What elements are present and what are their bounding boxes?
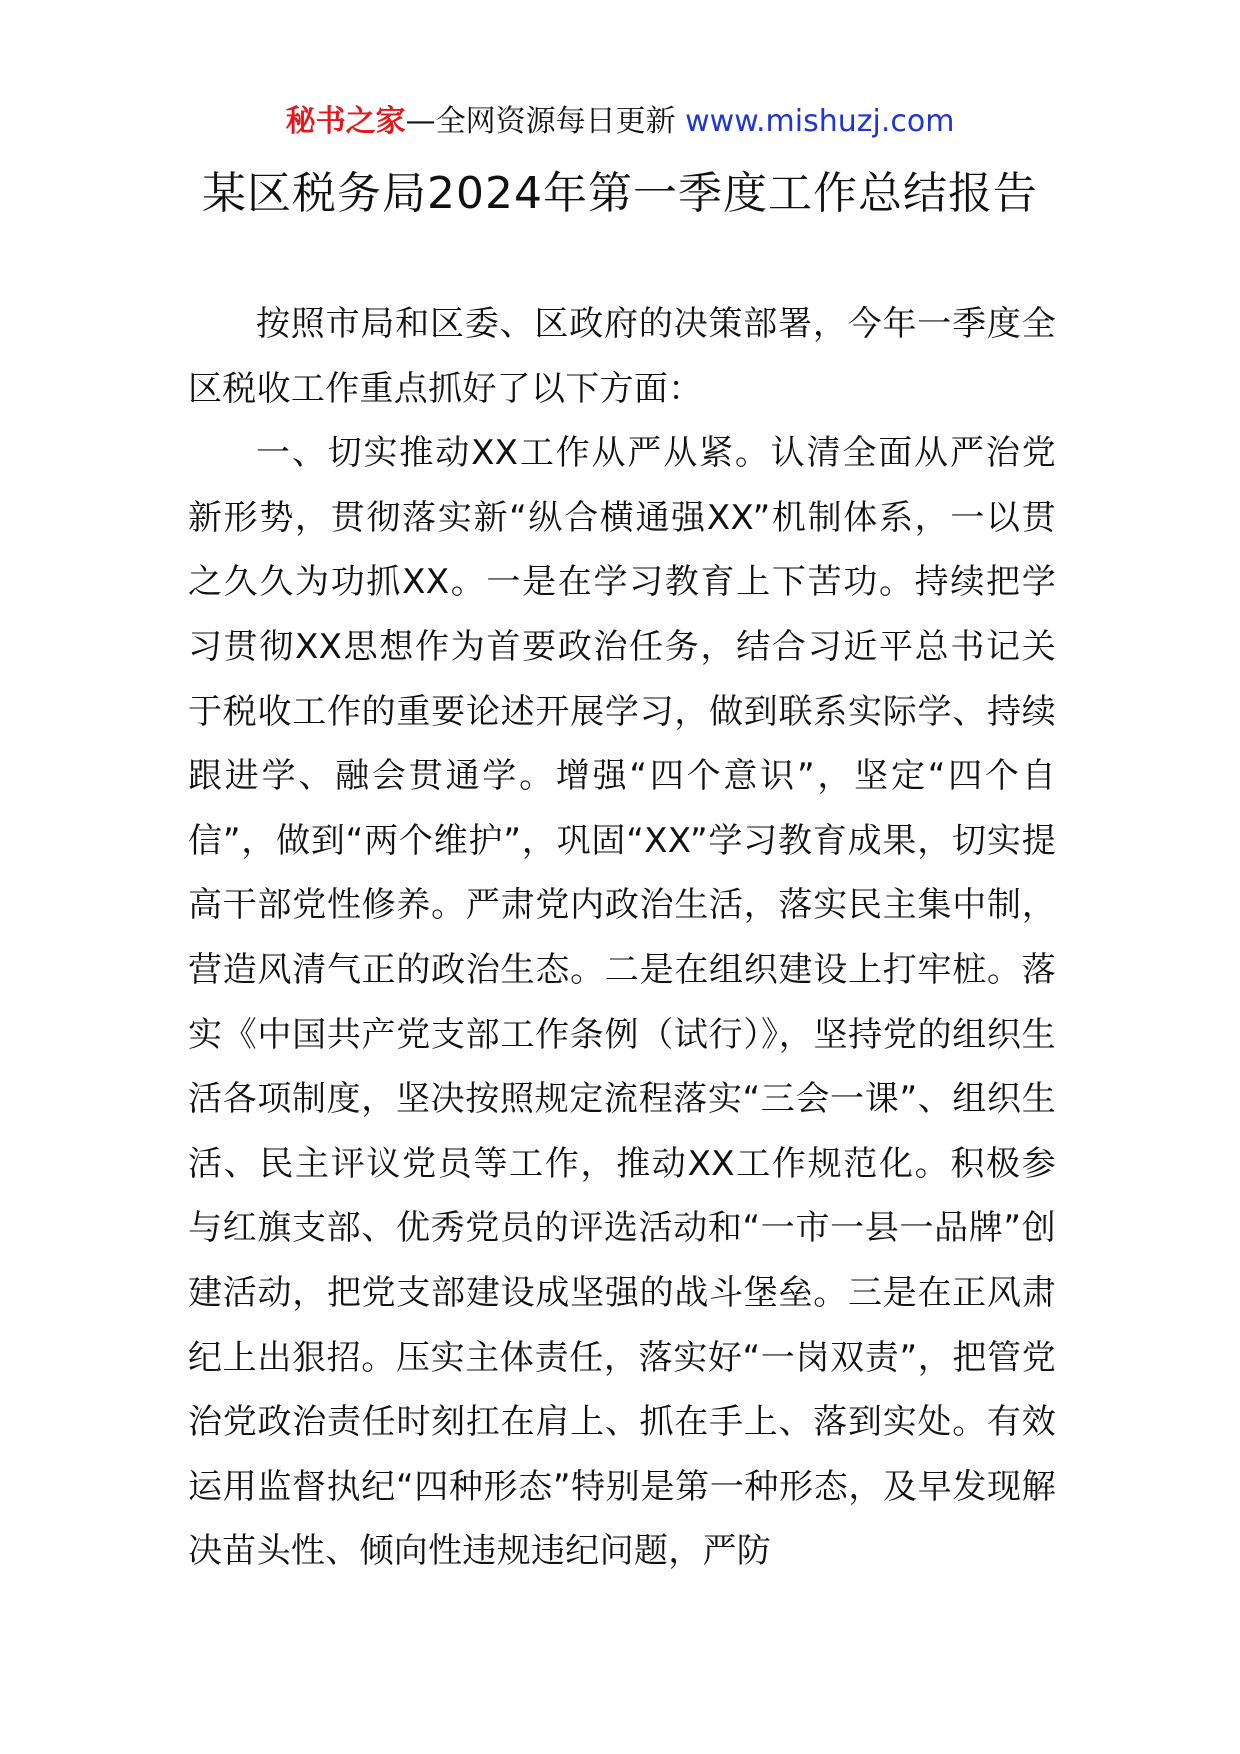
banner-tagline: —全网资源每日更新: [405, 104, 686, 139]
document-body: [188, 292, 1056, 1584]
site-url: www.mishuzj.com: [685, 104, 955, 139]
section-one-paragraph: 一、切实推动XX工作从严从紧。认清全面从严治党新形势，贯彻落实新“纵合横通强XX”机制体系，一以贯之久久为功抓XX。一是在学习教育上下苦功。持续把学习贯彻XX思想作为首要政治任务，结合习近平总书记关于税收工作的重要论述开展学习，做到联系实际学、持续跟进学、融会贯通学。增强“四个意识”，坚定“四个自信”，做到“两个维护”，巩固“XX”学习教育成果，切实提高干部党性修养。严肃党内政治生活，落实民主集中制，营造风清气正的政治生态。二是在组织建设上打牢桩。落实《中国共产党支部工作条例（试行）》，坚持党的组织生活各项制度，坚决按照规定流程落实“三会一课”、组织生活、民主评议党员等工作，推动XX工作规范化。积极参与红旗支部、优秀党员的评选活动和“一市一县一品牌”创建活动，把党支部建设成坚强的战斗堡垒。三是在正风肃纪上出狠招。压实主体责任，落实好“一岗双责”，把管党治党政治责任时刻扛在肩上、抓在手上、落到实处。有效运用监督执纪“四种形态”特别是第一种形态，及早发现解决苗头性、倾向性违规违纪问题，严防: [188, 433, 1056, 1572]
site-banner: [0, 100, 1240, 144]
brand-name: 秘书之家: [285, 104, 406, 139]
intro-paragraph: 按照市局和区委、区政府的决策部署，今年一季度全区税收工作重点抓好了以下方面：: [188, 304, 1056, 409]
document-title: 某区税务局2024年第一季度工作总结报告: [202, 168, 1038, 219]
